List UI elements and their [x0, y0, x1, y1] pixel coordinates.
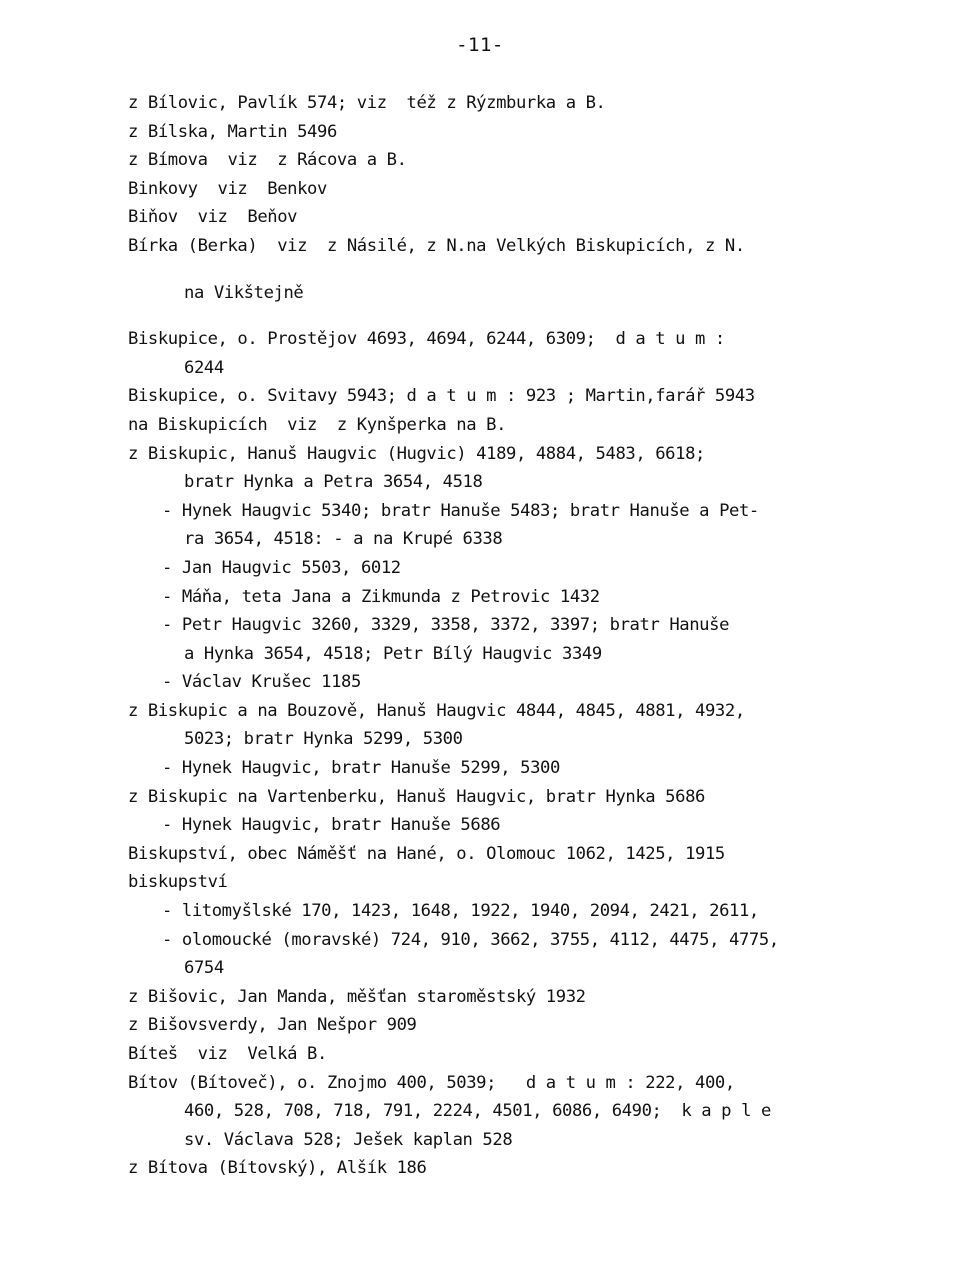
index-entries: [128, 89, 928, 1183]
index-line: biskupství: [128, 872, 228, 893]
index-line: z Bímova viz z Rácova a B.: [128, 150, 407, 171]
index-line: Bíteš viz Velká B.: [128, 1044, 327, 1064]
index-line: - olomoucké (moravské) 724, 910, 3662, 3755, 4112, 4475, 4775,: [162, 929, 779, 950]
index-line: z Biskupic na Vartenberku, Hanuš Haugvic, bratr Hynka 5686: [128, 786, 705, 807]
index-line: Biňov viz Beňov: [128, 207, 298, 228]
index-line: z Bišovic, Jan Manda, měšťan staroměstský 1932: [128, 986, 586, 1007]
index-line: z Biskupic a na Bouzově, Hanuš Haugvic 4844, 4845, 4881, 4932,: [128, 700, 745, 721]
index-line: 5023; bratr Hynka 5299, 5300: [184, 729, 463, 750]
index-line: z Bišovsverdy, Jan Nešpor 909: [128, 1015, 417, 1036]
index-line: ra 3654, 4518: - a na Krupé 6338: [184, 529, 503, 550]
index-line: 6754: [184, 958, 224, 979]
index-line: - Václav Krušec 1185: [162, 672, 361, 693]
index-line: z Biskupic, Hanuš Haugvic (Hugvic) 4189, 4884, 5483, 6618;: [128, 443, 705, 464]
index-line: 460, 528, 708, 718, 791, 2224, 4501, 6086, 6490; k a p l e: [184, 1101, 771, 1122]
index-line: - Petr Haugvic 3260, 3329, 3358, 3372, 3397; bratr Hanuše: [162, 615, 730, 636]
index-line: z Bílska, Martin 5496: [128, 121, 337, 142]
page-number: -11-: [456, 34, 504, 56]
index-line: Binkovy viz Benkov: [128, 178, 327, 199]
index-line: Biskupice, o. Svitavy 5943; d a t u m : 923 ; Martin,farář 5943: [128, 386, 755, 407]
index-line: Bírka (Berka) viz z Násilé, z N.na Velkých Biskupicích, z N.: [128, 235, 745, 256]
index-line: a Hynka 3654, 4518; Petr Bílý Haugvic 3349: [184, 643, 602, 664]
index-line: - Hynek Haugvic, bratr Hanuše 5686: [162, 815, 501, 836]
index-line: z Bílovic, Pavlík 574; viz též z Rýzmburka a B.: [128, 93, 606, 113]
index-line: z Bítova (Bítovský), Alšík 186: [128, 1158, 427, 1179]
index-line: bratr Hynka a Petra 3654, 4518: [184, 472, 483, 493]
index-line: - Hynek Haugvic, bratr Hanuše 5299, 5300: [162, 758, 560, 779]
index-line: na Vikštejně: [184, 282, 304, 303]
index-line: - Jan Haugvic 5503, 6012: [162, 557, 401, 578]
index-line: Biskupství, obec Náměšť na Hané, o. Olomouc 1062, 1425, 1915: [128, 843, 725, 864]
index-line: - Máňa, teta Jana a Zikmunda z Petrovic 1432: [162, 586, 600, 607]
index-line: Biskupice, o. Prostějov 4693, 4694, 6244, 6309; d a t u m :: [128, 329, 725, 350]
index-line: na Biskupicích viz z Kynšperka na B.: [128, 414, 507, 435]
index-line: Bítov (Bítoveč), o. Znojmo 400, 5039; d a t u m : 222, 400,: [128, 1072, 735, 1093]
index-line: - Hynek Haugvic 5340; bratr Hanuše 5483; bratr Hanuše a Pet-: [162, 500, 759, 521]
index-line: - litomyšlské 170, 1423, 1648, 1922, 1940, 2094, 2421, 2611,: [162, 901, 759, 922]
index-line: sv. Václava 528; Ješek kaplan 528: [184, 1129, 513, 1150]
index-line: 6244: [184, 357, 224, 378]
